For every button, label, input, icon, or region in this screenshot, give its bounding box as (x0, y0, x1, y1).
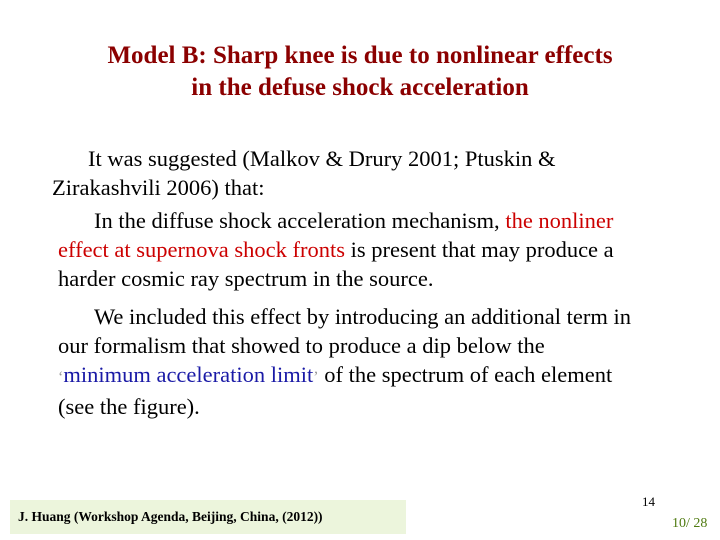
paragraph-mechanism-line-1 (58, 206, 614, 235)
formalism-text-cont: of the spectrum of each element (318, 362, 613, 387)
paragraph-formalism (58, 302, 631, 421)
paragraph-mechanism-line-2 (58, 235, 614, 264)
slide-counter: 10/ 28 (672, 516, 708, 531)
paragraph-suggestion (52, 144, 555, 202)
paragraph-formalism-line-1: We included this effect by introducing an additional term in (94, 304, 632, 329)
paragraph-suggestion-line-1: It was suggested (Malkov & Drury 2001; Ptuskin & (88, 146, 556, 171)
slide-title-line-2: in the defuse shock acceleration (191, 74, 529, 101)
close-quote: ’ (313, 369, 319, 386)
paragraph-formalism-line-2: our formalism that showed to produce a dip below the (58, 333, 545, 358)
paragraph-suggestion-line-2: Zirakashvili 2006) that: (52, 175, 265, 200)
mechanism-text: In the diffuse shock acceleration mechanism, (94, 208, 506, 233)
paragraph-mechanism (58, 206, 614, 293)
paragraph-formalism-line-3 (58, 360, 631, 392)
open-quote: ‘ (58, 369, 64, 386)
paragraph-formalism-line-4: (see the figure). (58, 394, 200, 419)
page-number: 14 (642, 494, 655, 509)
footer-citation (10, 500, 406, 534)
nonlinear-highlight: the nonliner (505, 208, 614, 233)
paragraph-mechanism-line-3: harder cosmic ray spectrum in the source. (58, 266, 434, 291)
mechanism-text-cont: is present that may produce a (345, 237, 614, 262)
slide-title-line-1: Model B: Sharp knee is due to nonlinear effects (107, 42, 613, 69)
slide-title (40, 40, 680, 104)
shock-fronts-highlight: effect at supernova shock fronts (58, 237, 345, 262)
footer-citation-text: J. Huang (Workshop Agenda, Beijing, China, (2012)) (18, 509, 323, 524)
minimum-acceleration-highlight: minimum acceleration limit (63, 362, 314, 387)
